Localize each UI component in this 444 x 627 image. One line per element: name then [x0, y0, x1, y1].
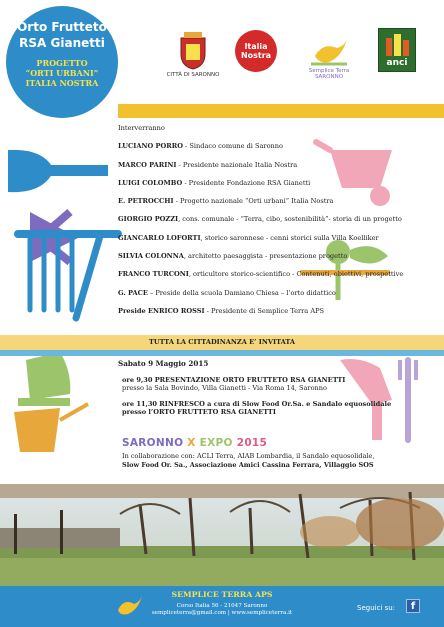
title-line-3: PROGETTO: [36, 58, 88, 68]
expo-headline: [122, 437, 267, 449]
saronno-crest-icon: [178, 30, 208, 70]
saronno-label: CITTÀ DI SARONNO: [166, 72, 220, 78]
expo-word-saronno: SARONNO: [122, 437, 184, 449]
anci-text: anci: [386, 58, 408, 68]
footer: [0, 586, 444, 627]
semplice-terra-label-1: Semplice Terra: [308, 68, 350, 74]
event-block-1: [122, 376, 438, 393]
title-line-1: Orto Frutteto: [17, 20, 107, 34]
speaker-row: LUCIANO PORRO - Sindaco comune di Saronno: [118, 142, 284, 151]
speaker-row: G. PACE – Preside della scuola Damiano Chiesa – l’orto didattico: [118, 288, 336, 297]
footer-address: Corso Italia 56 - 21047 Saronno: [176, 603, 268, 609]
speaker-row: Preside ENRICO ROSSI - Presidente di Semplice Terra APS: [118, 306, 325, 315]
title-line-2: RSA Gianetti: [19, 36, 105, 50]
semplice-terra-bird-icon: [309, 34, 349, 68]
speaker-row: GIANCARLO LOFORTI, storico saronnese - cenni storici sulla Villa Koelliker: [118, 233, 379, 242]
event-block-2: [122, 400, 438, 417]
speaker-row: SILVIA COLONNA, architetto paesaggista - presentazione progetto: [118, 252, 348, 261]
footer-contacts[interactable]: sempliceterra@gmail.com | www.sempliceterra.it: [151, 610, 293, 616]
shovel-icon: [8, 150, 108, 192]
expo-word-year: 2015: [236, 437, 268, 449]
title-circle: [6, 6, 118, 118]
italia-nostra-text: Italia Nostra: [240, 42, 272, 60]
invitation-band: [0, 335, 444, 350]
speakers-list: [118, 124, 438, 325]
speaker-row: E. PETROCCHI - Progetto nazionale “Orti urbani” Italia Nostra: [118, 197, 334, 206]
facebook-icon[interactable]: f: [406, 599, 420, 613]
event-block-1-place: presso la Sala Bovindo, Villa Gianetti - Via Roma 14, Saronno: [122, 384, 328, 392]
top-yellow-stripe: [118, 104, 444, 118]
invitation-blue-stripe: [0, 350, 444, 356]
event-block-1-title: ore 9,30 PRESENTAZIONE ORTO FRUTTETO RSA GIANETTI: [122, 375, 346, 384]
anci-towers-icon: [383, 32, 411, 56]
collab-line-1: In collaborazione con: ACLI Terra, AIAB Lombardia, il Sandalo equosolidale,: [122, 452, 375, 460]
watering-can-icon: [14, 404, 88, 452]
title-line-5: ITALIA NOSTRA: [25, 78, 99, 88]
glove-icon: [18, 352, 70, 406]
orchard-photo: [0, 484, 444, 586]
speaker-row: GIORGIO POZZI, cons. comunale - “Terra, cibo, sostenibilità”- storia di un progetto: [118, 215, 402, 224]
expo-word-expo: EXPO: [199, 437, 233, 449]
collab-line-2: Slow Food Or. Sa., Associazione Amici Cassina Ferrara, Villaggio SOS: [122, 460, 374, 469]
event-date: Sabato 9 Maggio 2015: [118, 359, 209, 368]
speakers-intro: Interverranno: [118, 124, 165, 132]
event-block-2-title: ore 11,30 RINFRESCO a cura di Slow Food Or.Sa. e Sandalo equosolidale: [122, 399, 392, 408]
expo-word-x: X: [187, 437, 196, 449]
speaker-row: FRANCO TURCONI, orticultore storico-scientifico - Contenuti, obiettivi, prospettive: [118, 270, 404, 279]
title-subtitle: [6, 58, 118, 88]
follow-label: Seguici su:: [357, 604, 396, 612]
semplice-terra-label: [298, 68, 360, 80]
speaker-row: MARCO PARINI - Presidente nazionale Italia Nostra: [118, 160, 298, 169]
event-details: [118, 360, 438, 424]
collaboration-text: [122, 452, 440, 469]
speaker-row: LUIGI COLOMBO - Presidente Fondazione RSA Gianetti: [118, 178, 311, 187]
footer-org-name: SEMPLICE TERRA APS: [171, 590, 273, 599]
invitation-text: TUTTA LA CITTADINANZA E’ INVITATA: [148, 338, 296, 346]
logos-strip: [128, 0, 438, 104]
event-block-2-place: presso l’ORTO FRUTTETO RSA GIANETTI: [122, 408, 276, 416]
semplice-terra-label-2: SARONNO: [314, 74, 344, 80]
title-line-4: “ORTI URBANI”: [25, 68, 99, 78]
